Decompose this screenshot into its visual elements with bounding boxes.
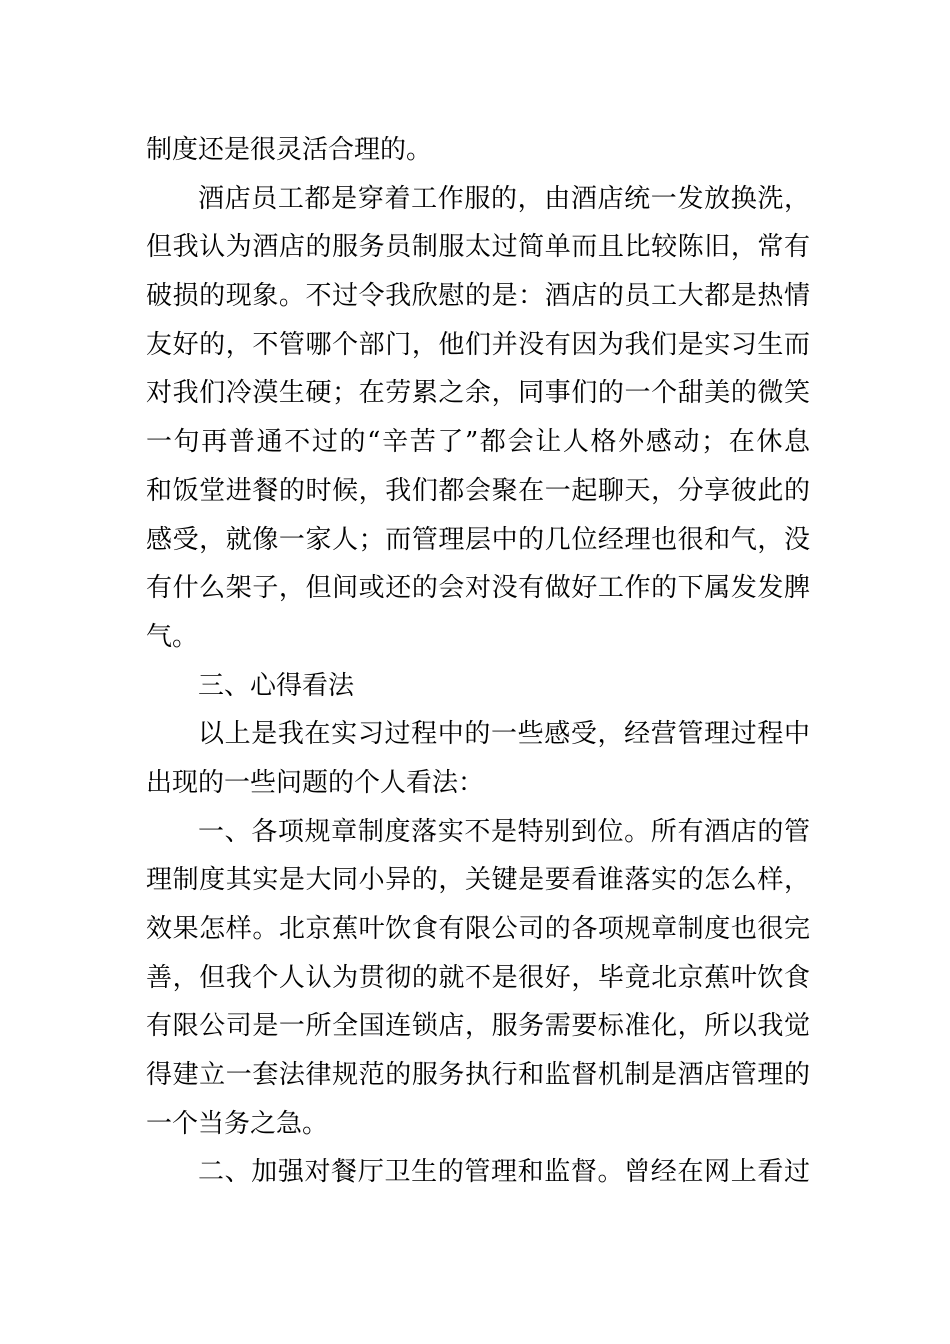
text-line: 效果怎样。北京蕉叶饮食有限公司的各项规章制度也很完 xyxy=(146,914,810,944)
text-line: 一句再普通不过的“辛苦了”都会让人格外感动；在休息 xyxy=(146,427,810,458)
text-line: 破损的现象。不过令我欣慰的是：酒店的员工大都是热情 xyxy=(146,281,810,312)
text-line: 对我们冷漠生硬；在劳累之余，同事们的一个甜美的微笑 xyxy=(146,378,810,409)
text-line: 二、加强对餐厅卫生的管理和监督。曾经在网上看过 xyxy=(198,1157,810,1188)
text-line: 善，但我个人认为贯彻的就不是很好，毕竟北京蕉叶饮食 xyxy=(146,962,810,993)
text-line: 一个当务之急。 xyxy=(146,1108,329,1139)
text-line: 一、各项规章制度落实不是特别到位。所有酒店的管 xyxy=(198,816,810,847)
text-line: 感受，就像一家人；而管理层中的几位经理也很和气，没 xyxy=(146,524,810,555)
text-line: 和饭堂进餐的时候，我们都会聚在一起聊天，分享彼此的 xyxy=(146,475,810,506)
text-line: 友好的，不管哪个部门，他们并没有因为我们是实习生而 xyxy=(146,329,810,360)
section-heading: 三、心得看法 xyxy=(198,670,355,701)
text-line: 有什么架子，但间或还的会对没有做好工作的下属发发脾 xyxy=(146,573,810,604)
text-line: 理制度其实是大同小异的，关键是要看谁落实的怎么样， xyxy=(146,865,810,896)
text-line: 有限公司是一所全国连锁店，服务需要标准化，所以我觉 xyxy=(146,1011,810,1042)
text-line: 出现的一些问题的个人看法： xyxy=(146,767,485,798)
text-line: 酒店员工都是穿着工作服的，由酒店统一发放换洗， xyxy=(198,183,810,214)
text-line: 但我认为酒店的服务员制服太过简单而且比较陈旧，常有 xyxy=(146,232,810,263)
text-line: 得建立一套法律规范的服务执行和监督机制是酒店管理的 xyxy=(146,1060,810,1091)
text-line: 以上是我在实习过程中的一些感受，经营管理过程中 xyxy=(198,719,810,750)
document-body xyxy=(146,126,810,1197)
text-line: 制度还是很灵活合理的。 xyxy=(146,135,433,165)
text-line: 气。 xyxy=(146,621,199,652)
